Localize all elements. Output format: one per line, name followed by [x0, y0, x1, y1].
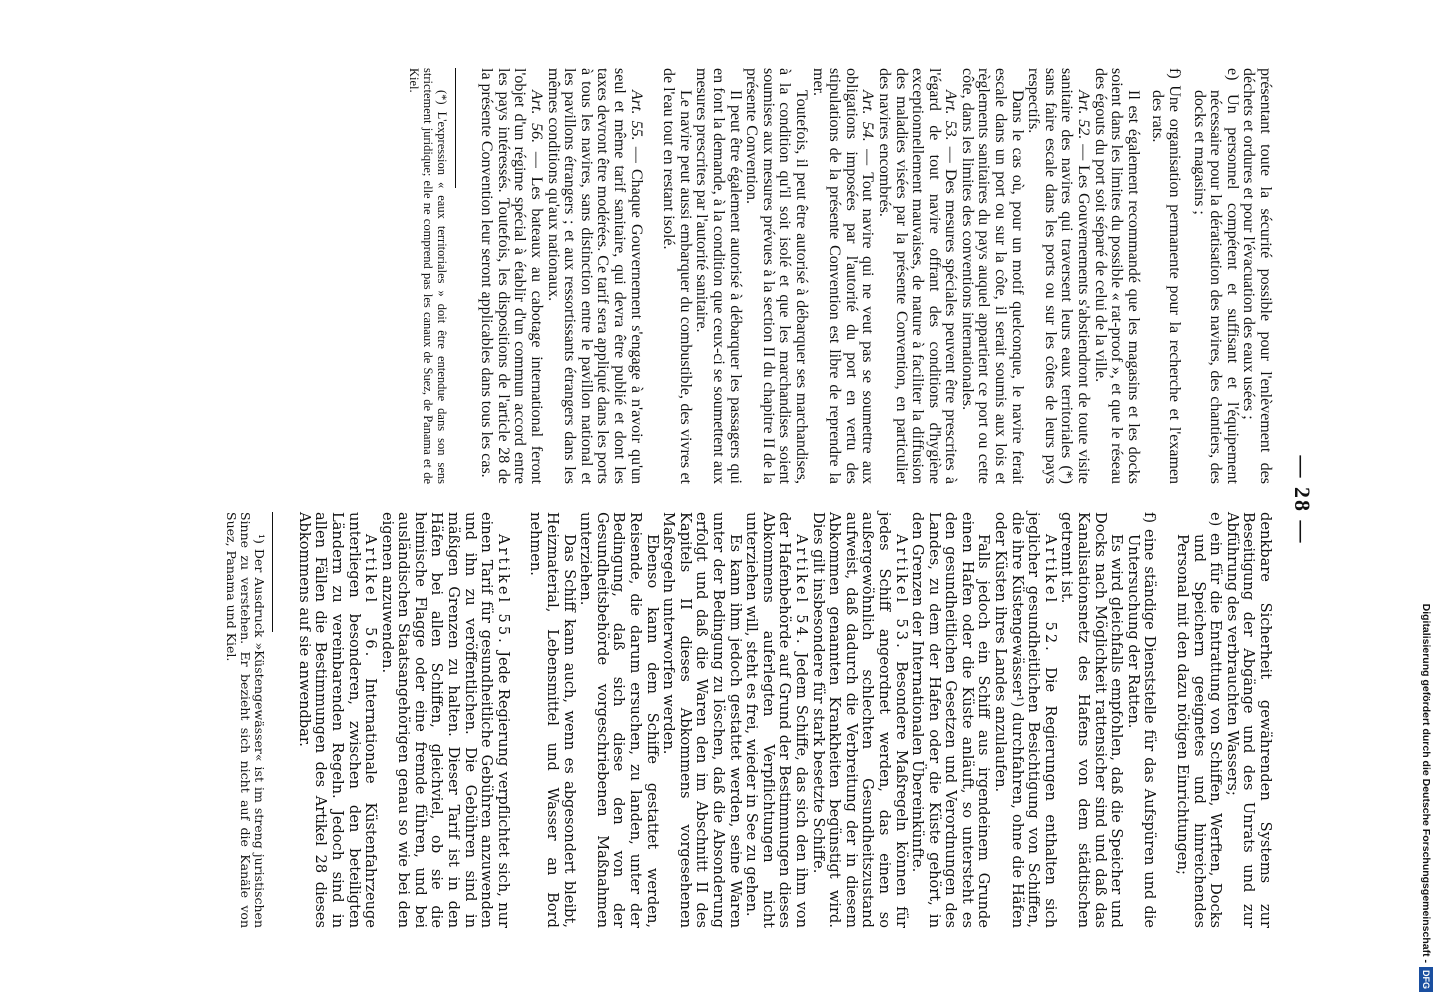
article-text: Besondere Maßregeln können für jedes Schiff angeordnet werden, das einen so außergewöhnlich schlechten Gesundheitszustand aufweist, daß dadurch die Verbreitung der in diesem Abkommen genannten Krankheiten begünstigt wird. Dies gilt insbesondere für stark besetzte Schiffe.: [809, 512, 910, 929]
article-label: Artikel 52.: [1041, 534, 1059, 654]
german-paragraph: Es wird gleichfalls empfohlen, daß die Speicher und Docks nach Möglichkeit rattensicher sind und daß das Kanalisationsnetz des Hafens von dem städtischen getrennt ist.: [1058, 512, 1126, 928]
article-label: Art. 56.: [528, 90, 546, 144]
article-label: Art. 52.: [1075, 90, 1093, 140]
article-text: Jedem Schiffe, das sich den ihm von der Hafenbehörde auf Grund der Bestimmungen dieses Abkommens auferlegten Verpflichtungen nicht unterziehen will, steht es frei, wieder in See zu gehen.: [743, 512, 810, 929]
article-text: Die Regierungen enthalten sich jeglicher gesundheitlichen Besichtigung von Schiffen, die ihre Küstengewässer¹) durchfahren, ohne die Häfen oder Küsten ihres Landes anzulaufen.: [992, 512, 1059, 928]
article-label: Art. 54.: [859, 90, 877, 142]
digitization-credit: [1416, 8, 1434, 992]
article-label: Artikel 54.: [792, 534, 810, 647]
german-article-55: [378, 512, 511, 928]
german-paragraph: Das Schiff kann auch, wenn es abgesondert bleibt, Heizmaterial, Lebensmittel und Wasser an Bord nehmen.: [527, 512, 578, 928]
french-paragraph: Il peut être également autorisé à débarquer les passagers qui en font la demande, à la condition que ceux-ci se soumettent aux mesures prescrites par l'autorité sanitaire.: [693, 68, 744, 484]
german-paragraph: Es kann ihm jedoch gestattet werden, seine Waren unter der Bedingung zu löschen, daß die Absonderung erfolgt und daß die Waren den im Abschnitt II des Kapitels II dieses Abkommens vorgesehenen Maßregeln unterworfen werden.: [660, 512, 744, 928]
article-text: Internationale Küstenfahrzeuge unterliegen besonderen, zwischen den beteiligten Ländern zu vereinbarenden Regeln. Jedoch sind in allen Fällen die Bestimmungen des Artikel 28 dieses Abkommens auf sie anwendbar.: [295, 512, 380, 928]
french-article-53: [875, 68, 958, 484]
credit-text: Digitalisierung gefördert durch die Deutsche Forschungsgemeinschaft -: [1420, 603, 1432, 963]
french-footnote: (*) L'expression « eaux territoriales » doit être entendue dans son sens strictement juridique; elle ne comprend pas les canaux de Suez, de Panama et de Kiel.: [406, 68, 449, 484]
german-column: [224, 512, 1273, 928]
german-paragraph: Ebenso kann dem Schiffe gestattet werden, Reisende, die darum ersuchen, zu landen, unter der Bedingung, daß sich diese den von der Gesundheitsbehörde vorgeschriebenen Maßnahmen unterziehen.: [577, 512, 661, 928]
article-text: — Chaque Gouvernement s'engage à n'avoir qu'un seul et même tarif sanitaire, qui devra être publié et dont les taxes devront être modérées. Ce tarif sera appliqué dans les ports à tous les navires, sans distinction entre le pavillon national et les pavillons étrangers ; et aux ressortissants étrangers dans les mêmes conditions qu'aux nationaux.: [544, 68, 645, 484]
footnote-divider: [455, 68, 456, 188]
article-text: Jede Regierung verpflichtet sich, nur einen Tarif für gesundheitliche Gebühren anzuwenden und ihn zu veröffentlichen. Die Gebühren sind in mäßigen Grenzen zu halten. Dieser Tarif ist in den Häfen bei allen Schiffen, gleichviel, ob sie die heimische Flagge oder eine fremde führen, und bei ausländischen Staatsangehörigen genau so wie bei den eigenen anzuwenden.: [378, 512, 512, 928]
french-column: [407, 68, 1273, 484]
rotated-document-page: [37, 60, 1317, 940]
french-article-54: [809, 68, 875, 484]
german-paragraph: denkbare Sicherheit gewährenden Systems zur Beseitigung der Abgänge und des Unrats und zur Abführung des verbrauchten Wassers;: [1223, 512, 1274, 928]
credit-line: [1416, 8, 1434, 992]
french-paragraph: Dans le cas où, pour un motif quelconque, le navire ferait escale dans un port ou sur la côte, il serait soumis aux lois et règlements sanitaires du pays auquel appartient ce port ou cette côte, dans les limites des conventions internationales.: [958, 68, 1026, 484]
french-list-item-e: e) Un personnel compétent et suffisant et l'équipement nécessaire pour la dératisation des navires, des chantiers, des docks et magasins ;: [1190, 68, 1241, 484]
german-paragraph: Falls jedoch ein Schiff aus irgendeinem Grunde einen Hafen oder die Küste anläuft, so untersteht es den gesundheitlichen Gesetzen und Verordnungen des Landes, zu dem der Hafen oder die Küste gehört, in den Grenzen der Internationalen Übereinkünfte.: [909, 512, 993, 928]
french-article-56: [478, 68, 544, 484]
german-article-56: [295, 512, 378, 928]
french-paragraph: présentant toute la sécurité possible pour l'enlèvement des déchets et ordures et pour l'évacuation des eaux usées ;: [1240, 68, 1274, 484]
french-paragraph: Toutefois, il peut être autorisé à débarquer ses marchandises, à la condition qu'il soit isolé et que les marchandises soient soumises aux mesures prévues à la section II du chapitre II de la présente Convention.: [743, 68, 810, 484]
french-article-55: [544, 68, 644, 484]
french-paragraph: Le navire peut aussi embarquer du combustible, des vivres et de l'eau tout en restant isolé.: [660, 68, 694, 484]
german-article-53: [809, 512, 909, 928]
article-label: Art. 55.: [627, 90, 645, 141]
french-paragraph: Il est également recommandé que les magasins et les docks soient dans les limites du possible « rat-proof », et que le réseau des égouts du port soit séparé de celui de la ville.: [1091, 68, 1142, 484]
article-label: Artikel 55.: [494, 534, 512, 646]
german-list-item-e: e) ein für die Entrattung von Schiffen, Werften, Docks und Speichern geeignetes und hinreichendes Personal mit den dazu nötigen Einrichtungen;: [1174, 512, 1225, 928]
german-list-item-f: f) eine ständige Dienststelle für das Aufspüren und die Untersuchung der Ratten.: [1124, 512, 1159, 928]
dfg-logo: DFG: [1419, 967, 1433, 992]
article-label: Artikel 53.: [892, 534, 910, 651]
french-list-item-f: f) Une organisation permanente pour la recherche et l'examen des rats.: [1149, 68, 1184, 484]
article-label: Art. 53.: [942, 90, 960, 141]
article-text: — Des mesures spéciales peuvent être prescrites à l'égard de tout navire offrant des conditions d'hygiène exceptionnellement mauvaises, de nature à faciliter la diffusion des maladies visées par la présente Convention, en particulier des navires encombrés.: [875, 68, 960, 485]
german-article-54: [743, 512, 809, 928]
footnote-divider: [272, 512, 273, 632]
french-article-52: [1025, 68, 1091, 484]
article-text: — Les bateaux au cabotage international feront l'objet d'un régime spécial à établir d'un commun accord entre les pays intéressés. Toutefois, les dispositions de l'article 28 de la présente Convention leur seront applicables dans tous les cas.: [478, 68, 546, 484]
german-article-52: [992, 512, 1058, 928]
article-text: — Les Gouvernements s'abstiendront de toute visite sanitaire des navires qui traversent leurs eaux territoriales (*) sans faire escale dans les ports ou sur les côtes de leurs pays respectifs.: [1025, 68, 1093, 484]
article-label: Artikel 56.: [362, 534, 380, 660]
page-number: — 28 —: [1290, 455, 1315, 545]
article-text: — Tout navire qui ne veut pas se soumettre aux obligations imposées par l'autorité du port en vertu des stipulations de la présente Convention est libre de reprendre la mer.: [809, 68, 877, 485]
german-footnote: ¹) Der Ausdruck »Küstengewässer« ist im streng juristischen Sinne zu verstehen. Er bezieht sich nicht auf die Kanäle von Suez, Panama und Kiel.: [224, 512, 268, 928]
